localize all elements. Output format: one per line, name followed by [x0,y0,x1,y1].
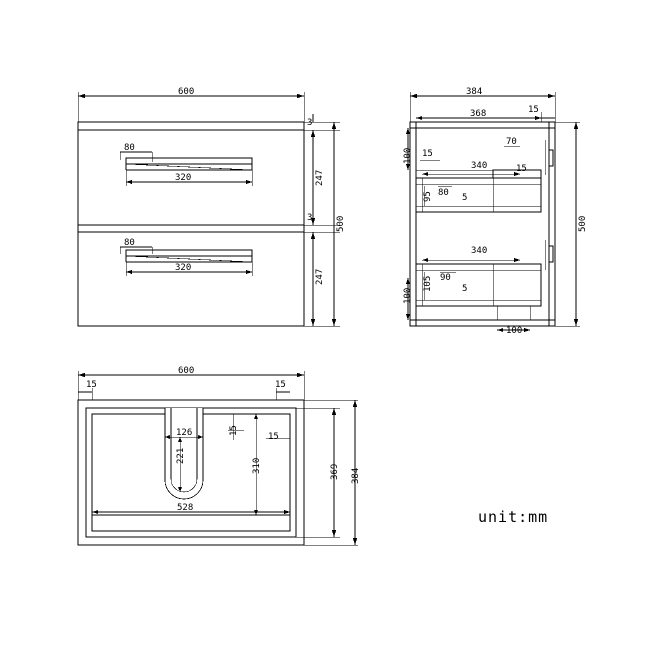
dim-top-221: 221 [176,447,186,464]
dim-front-80-lower: 80 [124,238,135,248]
front-view [78,92,340,326]
dim-side-105: 105 [423,275,433,292]
dim-side-100-bottom: 100 [403,287,413,304]
dim-front-320-lower: 320 [175,263,192,273]
unit-note: unit:mm [478,508,549,526]
dim-side-70: 70 [506,137,517,147]
top-view [78,371,358,545]
dim-side-500: 500 [578,215,588,232]
dim-side-340-top: 340 [471,161,488,171]
dim-front-80-upper: 80 [124,143,135,153]
dim-side-90: 90 [440,273,451,283]
dim-side-15-right: 15 [516,164,527,174]
dim-front-500: 500 [336,215,346,232]
dim-side-15-top: 15 [528,105,539,115]
dim-top-369: 369 [330,463,340,480]
dim-front-247-upper: 247 [315,169,325,186]
dim-side-80: 80 [438,188,449,198]
dim-side-100-foot: 100 [506,326,523,336]
dim-side-100-top: 100 [403,147,413,164]
dim-front-247-lower: 247 [315,268,325,285]
dim-top-126: 126 [176,428,193,438]
dim-front-3-mid: 3 [307,213,313,223]
dim-front-320-upper: 320 [175,173,192,183]
dim-side-368: 368 [470,109,487,119]
dim-top-600: 600 [178,366,195,376]
dim-front-600: 600 [178,87,195,97]
dim-top-15-inner: 15 [229,425,239,436]
dim-top-15-left: 15 [86,380,97,390]
dim-side-340-bottom: 340 [471,246,488,256]
dim-top-528: 528 [177,503,194,513]
dim-side-5-bottom: 5 [462,284,468,294]
side-section-view [403,92,580,332]
dim-side-15-left: 15 [422,149,433,159]
dim-top-15-edge: 15 [268,432,279,442]
dim-top-384: 384 [351,467,361,484]
dim-side-5-top: 5 [462,193,468,203]
dim-side-384: 384 [466,87,483,97]
dim-front-3-top: 3 [307,118,313,128]
dim-side-95: 95 [423,191,433,202]
dim-top-15-right: 15 [275,380,286,390]
dim-top-310: 310 [252,457,262,474]
